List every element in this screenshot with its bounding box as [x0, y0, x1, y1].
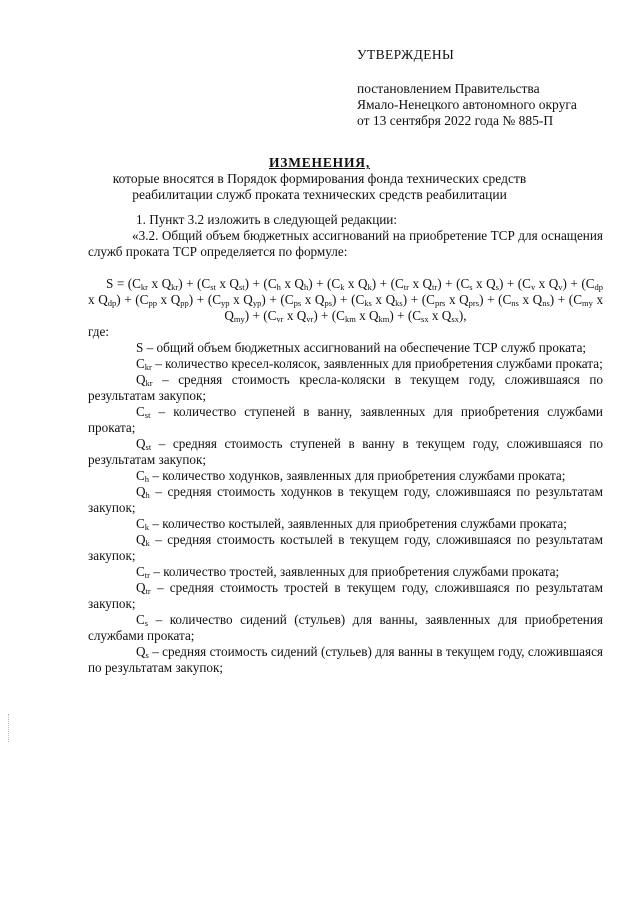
formula-subscript: sx — [451, 314, 459, 324]
formula-subscript: my — [233, 314, 245, 324]
approval-block — [357, 47, 627, 129]
approval-heading: УТВЕРЖДЕНЫ — [357, 47, 455, 62]
definition-subscript: st — [144, 410, 151, 420]
formula-subscript: my — [581, 298, 593, 308]
formula-subscript: vr — [276, 314, 284, 324]
formula-term: ($C_{st}$ x $Q_{st}$) — [197, 276, 250, 292]
formula-subscript: kr — [140, 282, 149, 292]
definition-subscript: k — [145, 538, 150, 548]
formula-subscript: s — [495, 282, 499, 292]
definition-subscript: h — [145, 490, 150, 500]
formula-subscript: yp — [221, 298, 230, 308]
title-main: ИЗМЕНЕНИЯ, — [268, 155, 370, 170]
margin-marks — [8, 714, 11, 742]
title-line-2: реабилитации служб проката технических средств реабилитации — [132, 187, 507, 202]
formula-subscript: h — [303, 282, 309, 292]
formula-term: ($C_{vr}$ x $Q_{vr}$) — [263, 308, 318, 324]
definition-subscript: s — [144, 618, 149, 628]
definition-subscript: kr — [144, 362, 152, 372]
formula-subscript: k — [340, 282, 345, 292]
formula-subscript: vr — [306, 314, 314, 324]
formula-subscript: k — [367, 282, 372, 292]
definition-item: $C_s$ – количество сидений (стульев) для ванны, заявленных для приобретения службами проката; — [88, 612, 603, 643]
formula-subscript: km — [344, 314, 356, 324]
item-1-heading: 1. Пункт 3.2 изложить в следующей редакции: — [136, 212, 398, 227]
formula-term: ($C_k$ x $Q_k$) — [327, 276, 377, 292]
formula-term: ($C_{prs}$ x $Q_{prs}$) — [421, 292, 484, 308]
formula-subscript: dp — [107, 298, 117, 308]
definition-item: $Q_s$ – средняя стоимость сидений (стульев) для ванны в текущем году, сложившаяся по результатам закупок; — [88, 644, 603, 675]
definition-subscript: tr — [145, 586, 151, 596]
approval-line-2: Ямало-Ненецкого автономного округа — [357, 97, 577, 112]
approval-line-1: постановлением Правительства — [357, 81, 540, 96]
document-body — [88, 212, 603, 676]
formula-term: ($C_{ks}$ x $Q_{ks}$) — [351, 292, 408, 308]
formula-term: ($C_v$ x $Q_v$) — [517, 276, 567, 292]
definition-item: $C_{tr}$ – количество тростей, заявленных для приобретения службами проката; — [136, 564, 560, 580]
formula-subscript: sx — [421, 314, 429, 324]
formula-subscript: prs — [434, 298, 446, 308]
formula-subscript: ns — [542, 298, 550, 308]
definition-subscript: k — [144, 522, 150, 532]
approval-line-3: от 13 сентября 2022 года № 885-П — [357, 113, 554, 128]
definition-item: S – общий объем бюджетных ассигнований на обеспечение ТСР служб проката; — [136, 340, 587, 355]
formula-subscript: ns — [511, 298, 519, 308]
title-line-1: которые вносятся в Порядок формирования фонда технических средств — [112, 171, 527, 186]
definition-subscript: h — [144, 474, 150, 484]
formula-subscript: ks — [395, 298, 403, 308]
formula-term: ($C_{ns}$ x $Q_{ns}$) — [498, 292, 555, 308]
formula-subscript: ps — [324, 298, 333, 308]
formula-subscript: ks — [364, 298, 372, 308]
definitions-list — [88, 340, 603, 676]
formula-term: ($C_{ps}$ x $Q_{ps}$) — [280, 292, 337, 308]
definition-item: $C_{st}$ – количество ступеней в ванну, заявленных для приобретения службами проката; — [88, 404, 603, 435]
definition-subscript: s — [145, 650, 149, 660]
formula-term: ($C_{my}$ x $Q_{my}$) — [224, 292, 604, 324]
formula-subscript: v — [530, 282, 536, 292]
formula-subscript: prs — [468, 298, 480, 308]
formula-subscript: st — [210, 282, 216, 292]
definition-subscript: st — [145, 442, 152, 452]
definition-subscript: kr — [145, 378, 153, 388]
formula-term: ($C_{pp}$ x $Q_{pp}$) — [135, 292, 194, 308]
definition-item: $Q_h$ – средняя стоимость ходунков в текущем году, сложившаяся по результатам закупок; — [88, 484, 603, 515]
definition-item: $Q_{st}$ – средняя стоимость ступеней в ванну в текущем году, сложившаяся по результатам закупок; — [88, 436, 603, 467]
definition-item: $C_h$ – количество ходунков, заявленных для приобретения службами проката; — [136, 468, 566, 484]
formula-subscript: h — [276, 282, 281, 292]
formula-subscript: km — [378, 314, 390, 324]
formula: $S = (C_{kr}$ x $Q_{kr}) + (C_{st}$ x $Q_{st}) + (C_h$ x $Q_h) + (C_k$ x $Q_k) + (C_{tr}$ x $Q_{tr}) + (C_s$ x $Q_s) + (C_v$ x $Q_v) + (C_{dp}$ x $Q_{dp}) + (C_{pp}$ x $Q_{pp}) + (C_{yp}$ x $Q_{yp}) + (C_{ps}$ x $Q_{ps}) + (C_{ks}$ x $Q_{ks}) + (C_{prs}$ x $Q_{prs}) + (C_{ns}$ x $Q_{ns}) + (C_{my}$ x $Q_{my}) + (C_{vr}$ x $Q_{vr}) + (C_{km}$ x $Q_{km}) + (C_{sx}$ x $Q_{sx}$), — [88, 276, 604, 324]
formula-subscript: st — [238, 282, 245, 292]
definition-item: $Q_k$ – средняя стоимость костылей в текущем году, сложившаяся по результатам закупок; — [88, 532, 603, 563]
formula-term: ($C_h$ x $Q_h$) — [263, 276, 313, 292]
definition-item: $Q_{tr}$ – средняя стоимость тростей в текущем году, сложившаяся по результатам закупок; — [88, 580, 603, 611]
formula-subscript: tr — [403, 282, 409, 292]
formula-term: ($C_s$ x $Q_s$) — [456, 276, 504, 292]
formula-term: ($C_{dp}$ x $Q_{dp}$) — [88, 276, 604, 308]
formula-term: ($C_{sx}$ x $Q_{sx}$) — [407, 308, 464, 324]
formula-subscript: yp — [252, 298, 262, 308]
formula-subscript: pp — [180, 298, 189, 308]
formula-subscript: tr — [432, 282, 438, 292]
document-title — [92, 155, 547, 203]
formula-lhs: S = — [106, 276, 128, 291]
definition-item: $Q_{kr}$ – средняя стоимость кресла-коляски в текущем году, сложившаяся по результатам закупок; — [88, 372, 603, 403]
formula-term: ($C_{yp}$ x $Q_{yp}$) — [207, 292, 266, 308]
formula-term: ($C_{kr}$ x $Q_{kr}$) — [127, 276, 183, 292]
section-intro: «3.2. Общий объем бюджетных ассигнований на приобретение ТСР для оснащения служб проката ТСР определяется по формуле: — [88, 228, 603, 259]
formula-subscript: kr — [171, 282, 179, 292]
formula-term: ($C_{km}$ x $Q_{km}$) — [331, 308, 394, 324]
definition-item: $C_{kr}$ – количество кресел-колясок, заявленных для приобретения службами проката; — [136, 356, 603, 372]
definition-item: $C_k$ – количество костылей, заявленных для приобретения службами проката; — [136, 516, 567, 532]
formula-subscript: v — [558, 282, 563, 292]
formula-subscript: s — [469, 282, 473, 292]
definition-subscript: tr — [144, 570, 150, 580]
formula-subscript: ps — [293, 298, 302, 308]
formula-subscript: dp — [594, 282, 604, 292]
formula-subscript: pp — [148, 298, 157, 308]
formula-term: ($C_{tr}$ x $Q_{tr}$) — [390, 276, 442, 292]
where-label: где: — [88, 324, 109, 339]
